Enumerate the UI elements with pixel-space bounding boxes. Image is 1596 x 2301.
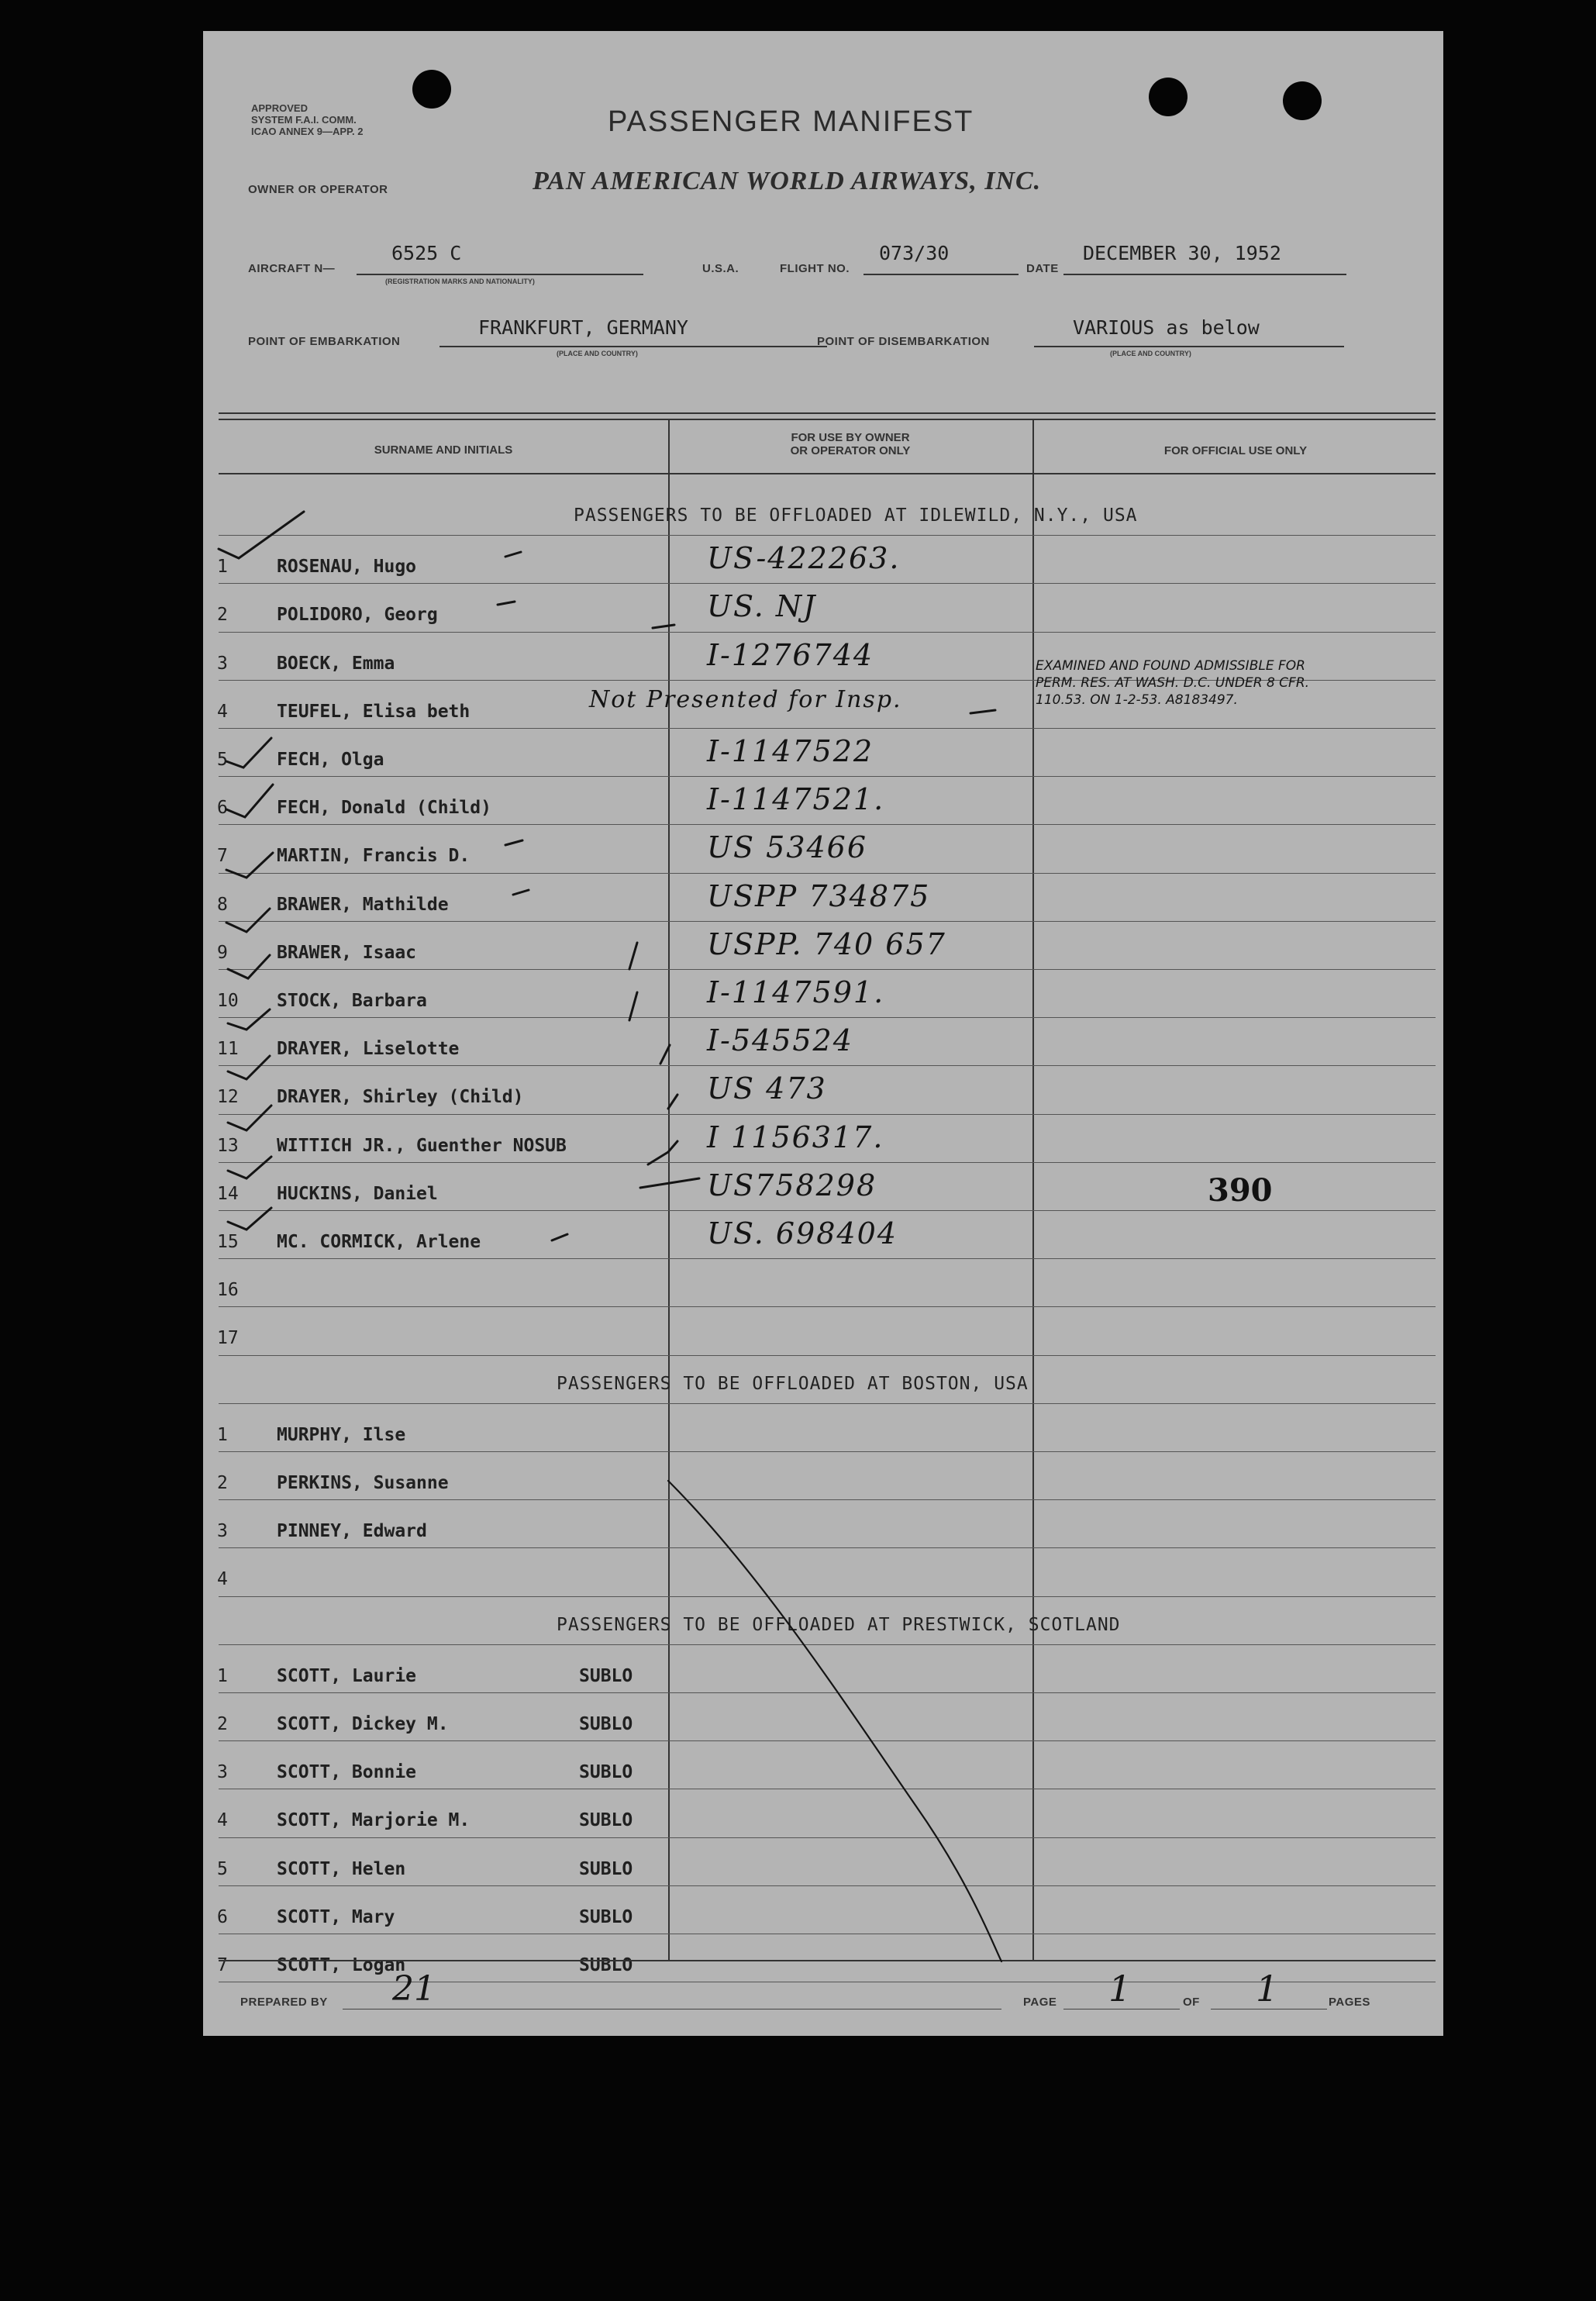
document-number: I-1276744 bbox=[707, 637, 874, 672]
passenger-name: DRAYER, Shirley (Child) bbox=[277, 1087, 524, 1108]
section-title: PASSENGERS TO BE OFFLOADED AT BOSTON, USA bbox=[557, 1373, 1029, 1394]
document-number: Not Presented for Insp. bbox=[589, 685, 902, 713]
of-value: 1 bbox=[1256, 1968, 1279, 2009]
punch-hole-right-2 bbox=[1283, 81, 1322, 120]
owner-label: OWNER OR OPERATOR bbox=[248, 183, 388, 196]
passenger-name: SCOTT, Marjorie M. bbox=[277, 1810, 471, 1831]
passenger-name: SCOTT, Logan bbox=[277, 1955, 406, 1975]
passenger-name: FECH, Donald (Child) bbox=[277, 798, 491, 819]
punch-hole-left bbox=[412, 70, 451, 109]
owner-value: PAN AMERICAN WORLD AIRWAYS, INC. bbox=[533, 167, 1042, 195]
official-stamp-number: 390 bbox=[1208, 1172, 1273, 1209]
prepared-value: 21 bbox=[392, 1969, 436, 2009]
row-number: 9 bbox=[217, 942, 228, 963]
official-note-line-1: EXAMINED AND FOUND ADMISSIBLE FOR bbox=[1036, 658, 1305, 674]
section-title: PASSENGERS TO BE OFFLOADED AT PRESTWICK, SCOTLAND bbox=[557, 1614, 1121, 1635]
section-title: PASSENGERS TO BE OFFLOADED AT IDLEWILD, N.Y., USA bbox=[574, 505, 1138, 526]
punch-hole-right-1 bbox=[1149, 78, 1188, 116]
document-number: USPP 734875 bbox=[707, 878, 931, 913]
document-number: US. NJ bbox=[707, 589, 817, 624]
row-number: 5 bbox=[217, 1858, 228, 1879]
passenger-name: SCOTT, Helen bbox=[277, 1858, 406, 1879]
disembarkation-value: VARIOUS as below bbox=[1073, 316, 1260, 339]
official-note-line-3: 110.53. ON 1-2-53. A8183497. bbox=[1036, 692, 1238, 708]
approval-line-1: APPROVED bbox=[251, 102, 308, 114]
document-number: I-1147521. bbox=[707, 782, 885, 817]
row-number: 7 bbox=[217, 1955, 228, 1975]
passenger-name: POLIDORO, Georg bbox=[277, 605, 438, 626]
row-number: 3 bbox=[217, 653, 228, 674]
embarkation-label: POINT OF EMBARKATION bbox=[248, 335, 401, 348]
embarkation-caption: (PLACE AND COUNTRY) bbox=[557, 350, 638, 357]
passenger-tag: SUBLO bbox=[579, 1665, 633, 1686]
approval-line-3: ICAO ANNEX 9—APP. 2 bbox=[251, 126, 364, 137]
row-number: 5 bbox=[217, 750, 228, 770]
document-number: US-422263. bbox=[707, 541, 901, 576]
page-title: PASSENGER MANIFEST bbox=[608, 105, 974, 138]
row-number: 14 bbox=[217, 1183, 239, 1204]
flight-value: 073/30 bbox=[879, 242, 950, 264]
passenger-name: STOCK, Barbara bbox=[277, 991, 427, 1011]
page-label: PAGE bbox=[1023, 1996, 1057, 2009]
manifest-sheet bbox=[203, 31, 1443, 2036]
passenger-name: SCOTT, Laurie bbox=[277, 1665, 417, 1686]
passenger-name: BRAWER, Isaac bbox=[277, 942, 417, 963]
of-label: OF bbox=[1183, 1996, 1200, 2009]
embarkation-value: FRANKFURT, GERMANY bbox=[478, 316, 688, 339]
pages-label: PAGES bbox=[1329, 1996, 1370, 2009]
passenger-tag: SUBLO bbox=[579, 1762, 633, 1783]
row-number: 10 bbox=[217, 991, 239, 1011]
document-number: US 473 bbox=[707, 1071, 827, 1106]
flight-label: FLIGHT NO. bbox=[780, 262, 850, 275]
passenger-tag: SUBLO bbox=[579, 1810, 633, 1831]
aircraft-label: AIRCRAFT N— bbox=[248, 262, 336, 275]
row-number: 4 bbox=[217, 1569, 228, 1590]
passenger-name: MARTIN, Francis D. bbox=[277, 846, 471, 867]
passenger-name: ROSENAU, Hugo bbox=[277, 557, 417, 578]
passenger-name: BOECK, Emma bbox=[277, 653, 395, 674]
disembarkation-label: POINT OF DISEMBARKATION bbox=[817, 335, 990, 348]
row-number: 3 bbox=[217, 1521, 228, 1542]
country-label: U.S.A. bbox=[702, 262, 739, 275]
row-number: 11 bbox=[217, 1039, 239, 1060]
column-owner-use-1: FOR USE BY OWNER bbox=[791, 431, 910, 444]
disembarkation-caption: (PLACE AND COUNTRY) bbox=[1110, 350, 1191, 357]
document-number: US758298 bbox=[707, 1168, 877, 1202]
document-number: I 1156317. bbox=[707, 1119, 884, 1154]
passenger-tag: SUBLO bbox=[579, 1955, 633, 1975]
page-value: 1 bbox=[1108, 1968, 1132, 2009]
passenger-tag: SUBLO bbox=[579, 1858, 633, 1879]
document-number: I-545524 bbox=[707, 1023, 853, 1058]
passenger-name: DRAYER, Liselotte bbox=[277, 1039, 460, 1060]
passenger-name: TEUFEL, Elisa beth bbox=[277, 701, 471, 722]
passenger-tag: SUBLO bbox=[579, 1714, 633, 1734]
column-official-use: FOR OFFICIAL USE ONLY bbox=[1163, 444, 1308, 457]
row-number: 1 bbox=[217, 557, 228, 578]
row-number: 2 bbox=[217, 1714, 228, 1734]
row-number: 1 bbox=[217, 1665, 228, 1686]
row-number: 15 bbox=[217, 1232, 239, 1252]
row-number: 6 bbox=[217, 798, 228, 819]
row-number: 13 bbox=[217, 1135, 239, 1156]
passenger-name: SCOTT, Dickey M. bbox=[277, 1714, 449, 1734]
aircraft-value: 6525 C bbox=[391, 242, 462, 264]
date-value: DECEMBER 30, 1952 bbox=[1083, 242, 1281, 264]
row-number: 4 bbox=[217, 701, 228, 722]
passenger-name: BRAWER, Mathilde bbox=[277, 894, 449, 915]
passenger-name: HUCKINS, Daniel bbox=[277, 1183, 438, 1204]
document-number: I-1147591. bbox=[707, 975, 885, 1009]
row-number: 2 bbox=[217, 605, 228, 626]
official-note-line-2: PERM. RES. AT WASH. D.C. UNDER 8 CFR. bbox=[1036, 675, 1310, 691]
document-number: I-1147522 bbox=[707, 734, 874, 768]
document-number: US 53466 bbox=[707, 830, 868, 865]
row-number: 1 bbox=[217, 1424, 228, 1445]
passenger-tag: SUBLO bbox=[579, 1906, 633, 1927]
passenger-name: PINNEY, Edward bbox=[277, 1521, 427, 1542]
row-number: 17 bbox=[217, 1328, 239, 1349]
passenger-name: SCOTT, Mary bbox=[277, 1906, 395, 1927]
document-number: US. 698404 bbox=[707, 1216, 898, 1251]
registration-caption: (REGISTRATION MARKS AND NATIONALITY) bbox=[385, 278, 535, 285]
passenger-name: MURPHY, Ilse bbox=[277, 1424, 406, 1445]
passenger-name: FECH, Olga bbox=[277, 750, 384, 770]
date-label: DATE bbox=[1026, 262, 1059, 275]
approval-line-2: SYSTEM F.A.I. COMM. bbox=[251, 114, 357, 126]
row-number: 12 bbox=[217, 1087, 239, 1108]
prepared-label: PREPARED BY bbox=[240, 1996, 328, 2009]
row-number: 6 bbox=[217, 1906, 228, 1927]
column-owner-use-2: OR OPERATOR ONLY bbox=[790, 444, 911, 457]
passenger-name: SCOTT, Bonnie bbox=[277, 1762, 417, 1783]
passenger-name: WITTICH JR., Guenther NOSUB bbox=[277, 1135, 567, 1156]
row-number: 2 bbox=[217, 1473, 228, 1493]
row-number: 7 bbox=[217, 846, 228, 867]
row-number: 3 bbox=[217, 1762, 228, 1783]
column-surname: SURNAME AND INITIALS bbox=[374, 443, 513, 457]
passenger-name: MC. CORMICK, Arlene bbox=[277, 1232, 481, 1252]
row-number: 16 bbox=[217, 1280, 239, 1301]
document-number: USPP. 740 657 bbox=[707, 926, 946, 961]
passenger-name: PERKINS, Susanne bbox=[277, 1473, 449, 1493]
row-number: 8 bbox=[217, 894, 228, 915]
row-number: 4 bbox=[217, 1810, 228, 1831]
